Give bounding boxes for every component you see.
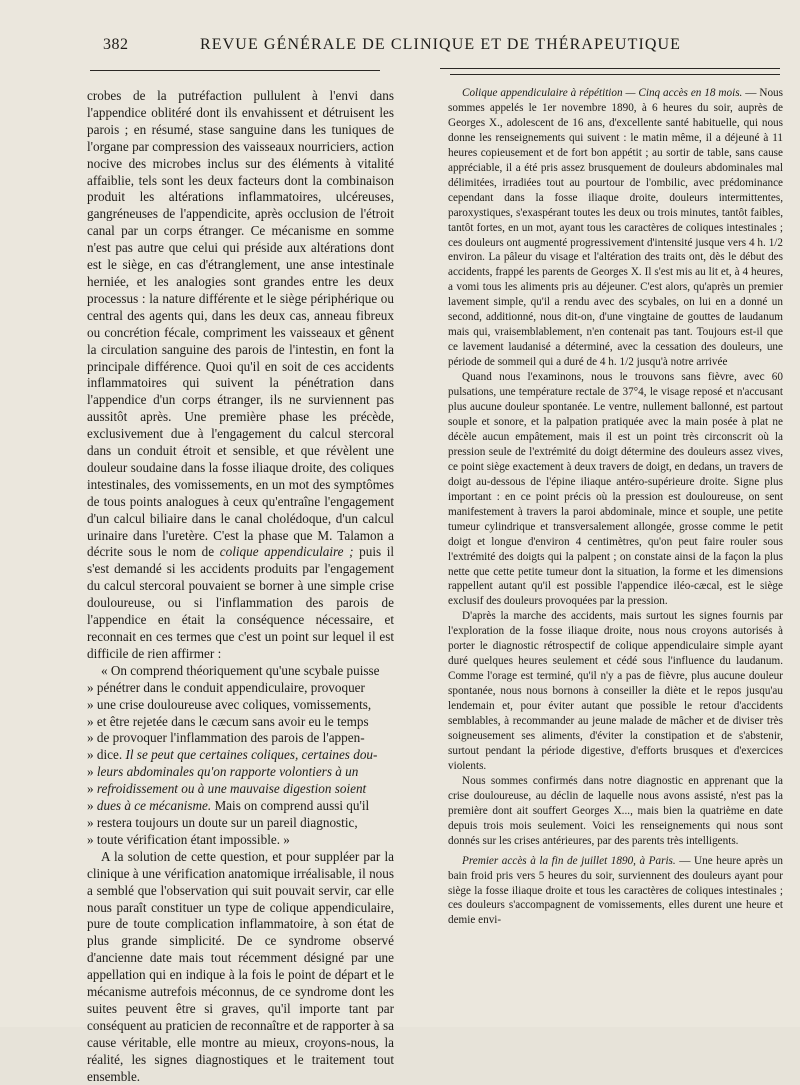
- right-paragraph-3: D'après la marche des accidents, mais surtout les signes fournis par l'exploration de la fosse iliaque droite, nous nous croyons autorisés à porter le diagnostic rétrospectif de colique appendiculaire simple ayant duré quelques heures seulement et cédé sous l'influence du laudanum. Comme l'orage est terminé, qu'il n'y a pas de fièvre, plus aucune douleur spontanée, nous nous bornons à conseiller la diète et le repos jusqu'au lendemain et, pour éviter autant que possible le retour d'accidents semblables, à recommander au jeune malade de mâcher et de diviser très soigneusement ses aliments, d'éviter la constipation et de s'abstenir, surtout pendant la période digestive, d'efforts brusques et d'exercices violents.: [448, 610, 783, 772]
- talamon-quote: [87, 663, 394, 849]
- observation-heading: Colique appendiculaire à répétition — Cinq accès en 18 mois.: [462, 87, 743, 99]
- quote-text: »: [87, 764, 97, 780]
- quote-line: » de provoquer l'inflammation des parois de l'appen-: [87, 730, 365, 746]
- page-number: 382: [103, 36, 129, 53]
- left-column: [87, 88, 394, 1085]
- quote-text: » dice.: [87, 747, 123, 763]
- header-rule-right-2: [450, 74, 780, 75]
- right-p5-text: — Une heure après un bain froid pris vers 5 heures du soir, surviennent des douleurs ayant pour siège la fosse iliaque droite et tous les caractères de coliques intestinales ; ces douleurs s'accompagnent de vomissements, elles durent une heure et demie envi-: [448, 854, 783, 927]
- right-paragraph-5: [448, 854, 783, 929]
- left-p1-end: puis il s'est demandé si les accidents produits par l'engagement du calcul stercoral pouvaient se borner à une simple crise douloureuse, ou si l'inflammation des parois de l'appendice en était la conséquence nécessaire, et reconnait en ces termes que c'est un point sur lequel il est difficile de rien affirmer :: [87, 544, 395, 661]
- quote-text: »: [87, 798, 97, 814]
- quote-text: Mais on comprend aussi qu'il: [214, 798, 370, 814]
- quote-line: [87, 747, 394, 764]
- right-paragraph-1: [448, 86, 783, 370]
- right-p1-text: — Nous sommes appelés le 1er novembre 1890, à 6 heures du soir, auprès de Georges X., adolescent de 16 ans, d'excellente santé habituelle, qui nous donne les renseignements qui suivent : le matin même, il a déjeuné à 11 heures copieusement et de fort bon appétit ; au sortir de table, sans cause appréciable, il a été pris assez brusquement de douleurs abdominales mal délimitées, irradiées tout au pourtour de l'ombilic, avec prédominance cependant dans la fosse iliaque droite, douleurs intermittentes, paroxystiques, s'exaspérant toutes les deux ou trois minutes, tantôt faibles, tantôt fortes, en un mot, ayant tous les caractères de coliques intestinales ; ces douleurs ont augmenté progressivement d'intensité jusque vers 4 h. 1/2 environ. La pâleur du visage et l'altération des traits ont, dès le début des accidents, frappé les parents de Georges X. Il s'est mis au lit et, à 4 heures, a vomi tous les aliments pris au déjeuner. C'est alors, qu'après un premier lavement simple, qu'il a rendu avec des scybales, on lui en a donné un second, additionné, nous dit-on, d'une vingtaine de gouttes de laudanum mais qui, vraisemblablement, n'en contenait pas tant. Toujours est-il que ce lavement laudanisé a déterminé, avec la cessation des douleurs, une période de sommeil qui a duré de 4 h. 1/2 jusqu'à notre arrivée: [448, 87, 784, 369]
- quote-text: »: [87, 781, 97, 797]
- running-title: REVUE GÉNÉRALE DE CLINIQUE ET DE THÉRAPEUTIQUE: [200, 36, 682, 53]
- quote-line: » restera toujours un doute sur un pareil diagnostic,: [87, 814, 358, 830]
- running-header: [0, 30, 800, 66]
- right-column: [448, 86, 783, 928]
- quote-line: » une crise douloureuse avec coliques, vomissements,: [87, 696, 372, 712]
- header-rule-right: [440, 68, 780, 69]
- left-p1-text: crobes de la putréfaction pullulent à l'envi dans l'appendice oblitéré dont ils envahissent et détruisent les parois ; en résumé, stase sanguine dans les tuniques de l'organe par compression des vaisseaux nourriciers, action nocive des microbes inclus sur des éléments à vitalité affaiblie, tels sont les deux facteurs dont la combinaison produit les altérations inflammatoires, ulcéreuses, gangréneuses de l'appendicite, après occlusion de l'étroit canal par un corps étranger. Ce mécanisme en somme n'est pas autre que celui qui préside aux altérations dont est le siège, en cas d'étranglement, une anse intestinale herniée, et les analogies sont grandes entre les deux processus : la nature différente et le siège périphérique ou central des agents qui, dans les deux cas, anneau fibreux ou concrétion fécale, compriment les vaisseaux et gênent la circulation sanguine des parois de l'intestin, en font la principale différence. Quoi qu'il en soit de ces accidents inflammatoires qui suivent la pénétration dans l'appendice d'un corps étranger, ils ne surviennent pas aussitôt après. Une première phase les précède, exclusivement due à l'engagement du calcul stercoral dans un conduit étroit et sensible, et que révèlent une douleur soudaine dans la fosse iliaque droite, des coliques intestinales, des vomissements, en un mot des symptômes de tous points analogues à ceux qu'entraîne l'engagement d'un calcul biliaire dans le canal cholédoque, d'un calcul urinaire dans l'uretère. C'est la phase que M. Talamon a décrite sous le nom de: [87, 88, 394, 560]
- left-p1-italic: colique appendiculaire ;: [219, 544, 354, 560]
- header-rule-left: [90, 70, 380, 71]
- quote-italic: dues à ce mécanisme.: [96, 798, 212, 814]
- right-paragraph-2: Quand nous l'examinons, nous le trouvons sans fièvre, avec 60 pulsations, une température rectale de 37°4, le visage reposé et n'accusant plus aucune douleur spontanée. Le ventre, nullement ballonné, est partout souple et sonore, et la palpation pratiquée avec la main posée à plat ne décèle aucun empâtement, mais il est un point très circonscrit où la pression seule de l'extrémité du doigt détermine des douleurs assez vives, ce point siège exactement à deux travers de doigt, en dedans, un travers de doigt au-dessous de l'épine iliaque antéro-supérieure droite. Signe plus important : en ce point précis où la pression est douloureuse, on sent manifestement à travers la paroi abdominale, mince et souple, une petite tumeur cylindrique et transversalement allongée, grosse comme le petit doigt et longue d'environ 4 centimètres, qu'on peut faire rouler sous l'extrémité des doigts qui la palpent ; on constate ainsi de la façon la plus nette que cette petite tumeur dont la situation, la forme et les dimensions rappellent autant qu'il est possible l'appendice iléo-cæcal, est le siège exclusif des douleurs provoquées par la pression.: [448, 371, 783, 608]
- quote-italic: leurs abdominales qu'on rapporte volontiers à un: [96, 764, 359, 780]
- quote-line: » pénétrer dans le conduit appendiculaire, provoquer: [87, 679, 365, 695]
- quote-line: » toute vérification étant impossible. »: [87, 831, 290, 847]
- quote-line: [87, 764, 394, 781]
- quote-italic: refroidissement ou à une mauvaise digestion soient: [96, 781, 367, 797]
- left-paragraph-2: A la solution de cette question, et pour suppléer par la clinique à une vérification anatomique irréalisable, il nous a semblé que l'observation qui suit pouvait servir, car elle nous paraît constituer un type de colique appendiculaire, pure de toute complication inflammatoire, à son état de plus grande simplicité. De ce syndrome observé d'ancienne date mais tout récemment désigné par une appellation qui en indique à la fois le point de départ et le mécanisme autrefois méconnus, de ce syndrome dont les suites peuvent être si graves, qu'il importe tant par conséquent au praticien de reconnaître et de rapporter à sa cause véritable, elle montre au mieux, croyons-nous, la réalité, les signes diagnostiques et le traitement tout ensemble.: [87, 848, 394, 1084]
- quote-italic: Il se peut que certaines coliques, certaines dou-: [125, 747, 378, 763]
- quote-line: [87, 781, 394, 798]
- right-paragraph-4: Nous sommes confirmés dans notre diagnostic en apprenant que la crise douloureuse, au déclin de laquelle nous avons assisté, n'est pas la première dont ait souffert Georges X..., mais bien la quatrième en date depuis trois mois seulement. Voici les renseignements qui nous sont donnés sur les crises antérieures, par des parents très intelligents.: [448, 774, 783, 847]
- quote-line: « On comprend théoriquement qu'une scybale puisse: [101, 662, 380, 678]
- quote-line: » et être rejetée dans le cæcum sans avoir eu le temps: [87, 713, 369, 729]
- left-paragraph-1: [87, 88, 394, 663]
- quote-line: [87, 798, 394, 815]
- first-attack-heading: Premier accès à la fin de juillet 1890, à Paris.: [462, 854, 676, 867]
